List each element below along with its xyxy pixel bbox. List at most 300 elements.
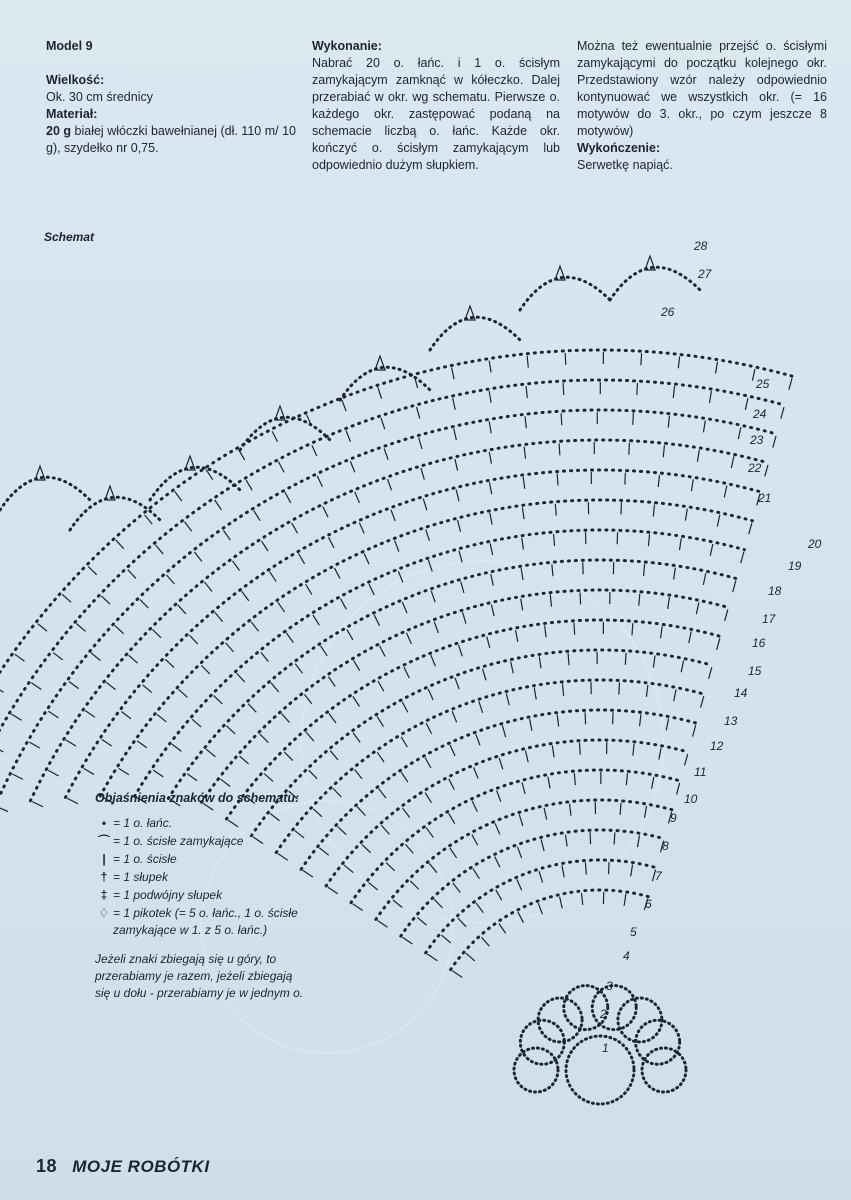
stitch-mark [709, 391, 711, 403]
stitch-mark [374, 615, 379, 626]
stitch-mark [666, 719, 668, 731]
stitch-mark [674, 568, 676, 580]
round-number-label: 11 [694, 765, 707, 779]
stitch-mark [678, 356, 679, 368]
stitch-mark [402, 937, 412, 944]
round-number-label: 25 [756, 377, 770, 391]
stitch-mark [205, 582, 213, 591]
stitch-mark [353, 733, 360, 743]
stitch-mark [353, 696, 360, 706]
stitch-mark [741, 552, 744, 564]
stitch-mark [644, 564, 645, 576]
stitch-mark [609, 862, 610, 874]
stitch-mark [524, 447, 525, 459]
stitch-mark [137, 741, 147, 748]
stitch-mark [453, 398, 456, 410]
stitch-mark [206, 470, 213, 480]
stitch-mark [458, 520, 461, 532]
stitch-mark [506, 693, 509, 705]
stitch-mark [717, 638, 720, 650]
stitch-mark [179, 689, 188, 697]
stitch-mark [223, 530, 230, 540]
stitch-mark [380, 646, 386, 657]
round-number-label: 22 [748, 461, 762, 475]
chain-round [451, 890, 649, 970]
stitch-mark [386, 863, 395, 871]
stitch-mark [516, 630, 518, 642]
stitch-mark [534, 688, 536, 700]
stitch-mark [489, 391, 491, 403]
stitch-mark [789, 378, 792, 390]
stitch-mark [379, 789, 386, 798]
stitch-mark [152, 629, 161, 637]
stitch-mark [640, 714, 641, 726]
stitch-mark [685, 509, 687, 521]
stitch-mark [248, 704, 256, 713]
stitch-mark [563, 383, 564, 395]
stitch-mark [328, 537, 333, 548]
stitch-mark [459, 645, 463, 656]
legend-text: = 1 o. łańc. [113, 816, 173, 830]
stitch-mark [637, 835, 639, 847]
stitch-mark [264, 774, 273, 782]
stitch-mark [29, 742, 39, 748]
stitch-mark [240, 756, 249, 764]
stitch-mark [333, 788, 341, 797]
chain-round [0, 350, 793, 822]
stitch-mark [752, 369, 755, 381]
stitch-mark [282, 714, 290, 723]
stitch-mark [369, 584, 374, 595]
legend-text: = 1 pikotek (= 5 o. łańc., 1 o. ścisłe zamykające w 1. z 5 o. łańc.) [113, 906, 298, 937]
petal-loop [642, 1048, 686, 1092]
stitch-mark [585, 712, 586, 724]
scallop-arch [0, 477, 90, 510]
stitch-mark [417, 407, 420, 419]
legend-text: = 1 o. ścisłe [113, 852, 177, 866]
stitch-mark [237, 673, 245, 682]
stitch-mark [496, 890, 502, 900]
stitch-mark [497, 790, 501, 801]
round-number-label: 18 [768, 584, 782, 598]
stitch-mark [398, 571, 402, 582]
material-text [46, 123, 296, 157]
stitch-mark [328, 887, 338, 894]
stitch-mark [519, 814, 523, 825]
stitch-mark [404, 667, 409, 678]
stitch-mark [745, 398, 748, 410]
chain-round [168, 560, 736, 798]
stitch-mark [455, 678, 459, 689]
stitch-mark [434, 622, 438, 633]
stitch-mark [215, 500, 222, 510]
stitch-mark [323, 507, 328, 518]
stitch-mark [189, 635, 197, 644]
stitch-mark [334, 568, 340, 579]
stitch-mark [344, 865, 353, 872]
stitch-mark [525, 416, 526, 428]
stitch-mark [38, 624, 47, 631]
legend-symbol: • [101, 816, 107, 830]
stitch-mark [585, 863, 586, 875]
stitch-mark [652, 777, 654, 789]
stitch-mark [476, 734, 480, 745]
stitch-mark [466, 953, 475, 961]
legend-symbol: ‡ [100, 888, 108, 902]
petal-loop [592, 986, 636, 1030]
size-heading: Wielkość: [46, 73, 105, 87]
stitch-mark [565, 835, 567, 847]
stitch-mark [226, 726, 235, 734]
chain-round [65, 470, 760, 797]
stitch-mark [624, 894, 626, 906]
round-number-label: 15 [748, 664, 762, 678]
legend-symbol: | [102, 852, 106, 866]
stitch-mark [246, 480, 252, 490]
stitch-mark [167, 575, 175, 584]
round-number-label: 19 [788, 559, 802, 573]
stitch-mark [12, 774, 23, 779]
stitch-mark [102, 739, 112, 746]
stitch-mark [530, 719, 532, 731]
stitch-mark [527, 356, 528, 368]
stitch-mark [313, 809, 322, 817]
stitch-mark [565, 353, 566, 365]
stitch-mark [426, 723, 431, 734]
stitch-mark [491, 574, 494, 586]
round-number-label: 23 [750, 433, 764, 447]
stitch-mark [215, 612, 223, 621]
stitch-mark [499, 924, 506, 934]
round-number-label: 5 [630, 925, 637, 939]
legend-title: Objaśnienia znaków do schematu: [95, 791, 300, 805]
round-number-label: 4 [623, 949, 630, 963]
stitch-mark [614, 832, 615, 844]
stitch-mark [387, 479, 391, 490]
stitch-mark [221, 779, 231, 786]
round-number-label: 7 [655, 869, 662, 883]
center-ring [566, 1036, 634, 1104]
stitch-mark [580, 592, 581, 604]
stitch-mark [483, 669, 486, 681]
stitch-mark [522, 538, 524, 550]
instructions-heading: Wykonanie: [312, 39, 382, 53]
round-number-label: 13 [724, 714, 738, 728]
stitch-mark [401, 737, 407, 747]
stitch-mark [731, 456, 734, 468]
stitch-mark [517, 879, 522, 890]
stitch-mark [278, 462, 284, 473]
magazine-name: MOJE ROBÓTKI [72, 1157, 210, 1176]
round-number-label: 6 [645, 897, 652, 911]
legend-note: Jeżeli znaki zbiegają się u góry, to przerabiamy je razem, jeżeli zbiegają się u dołu - przerabiamy je w jednym o. [95, 952, 304, 1000]
stitch-mark [262, 541, 268, 551]
stitch-mark [364, 553, 369, 564]
stitch-mark [368, 882, 377, 890]
stitch-mark [773, 436, 776, 448]
stitch-mark [545, 625, 546, 637]
chain-round [100, 500, 752, 796]
stitch-mark [491, 605, 494, 617]
stitch-mark [490, 513, 492, 525]
stitch-mark [270, 572, 277, 582]
stitch-mark [342, 400, 346, 411]
stitch-mark [526, 386, 527, 398]
stitch-mark [523, 477, 525, 489]
stitch-mark [145, 515, 153, 524]
stitch-mark [685, 754, 688, 766]
schema-label: Schemat [44, 230, 95, 244]
stitch-mark [354, 770, 362, 779]
stitch-mark [401, 772, 408, 782]
continuation-text: Można też ewentualnie przejść o. ścisłymi zamykającymi do początku kolejnego okr. Przedstawiony wzór należy odpowiednio kontynuować we wszystkich okr. (= 16 motywów do 3. okr., po czym jeszcze 8 motywów) [577, 39, 827, 138]
stitch-mark [539, 656, 541, 668]
stitch-mark [689, 631, 691, 643]
stitch-mark [724, 486, 727, 498]
stitch-mark [286, 633, 293, 643]
stitch-mark [429, 863, 437, 872]
stitch-mark [559, 443, 560, 455]
stitch-mark [499, 758, 503, 769]
stitch-mark [91, 653, 100, 661]
stitch-mark [456, 490, 459, 502]
stitch-mark [328, 677, 335, 687]
legend-symbol: ⌒ [97, 834, 110, 848]
stitch-mark [272, 431, 277, 442]
stitch-mark [580, 743, 581, 755]
stitch-mark [619, 682, 620, 694]
chain-round [401, 830, 664, 936]
stitch-mark [550, 595, 551, 607]
legend-symbol: ♢ [98, 906, 110, 920]
stitch-mark [452, 367, 454, 379]
stitch-mark [0, 807, 8, 812]
stitch-mark [425, 758, 431, 768]
stitch-mark [487, 637, 490, 649]
stitch-mark [450, 745, 455, 756]
stitch-mark [452, 711, 457, 722]
stitch-mark [703, 573, 705, 585]
petal-loop [514, 1048, 558, 1092]
stitch-mark [661, 626, 663, 638]
stitch-mark [69, 681, 79, 688]
stitch-mark [450, 848, 457, 858]
stitch-mark [362, 844, 371, 852]
stitch-mark [425, 793, 431, 803]
stitch-mark [317, 476, 322, 487]
stitch-mark [590, 832, 591, 844]
round-number-label: 1 [602, 1041, 609, 1055]
stitch-mark [581, 893, 582, 905]
stitch-mark [309, 770, 317, 779]
stitch-mark [449, 779, 455, 790]
instructions-text: Nabrać 20 o. łańc. i 1 o. ścisłym zamykającym zamknąć w kółeczko. Dalej przerabiać w okr. wg schematu. Pierwsze o. każdego okr. zastępować podaną na schemacie liczbą o. łańc. Każde okr. kończyć o. ścisłym zamykającym lub odpowiednio dużym słupkiem. [312, 56, 560, 172]
round-number-label: 27 [698, 267, 712, 281]
stitch-mark [431, 591, 435, 602]
scallop-arch [150, 467, 240, 500]
stitch-mark [495, 857, 500, 868]
stitch-mark [658, 475, 659, 487]
stitch-mark [106, 682, 115, 689]
stitch-mark [548, 777, 550, 789]
stitch-mark [206, 749, 215, 757]
stitch-mark [407, 633, 412, 644]
stitch-mark [378, 387, 382, 398]
size-text: Ok. 30 cm średnicy [46, 90, 153, 104]
stitch-mark [489, 361, 491, 373]
stitch-mark [395, 540, 399, 551]
stitch-mark [644, 806, 646, 818]
stitch-mark [172, 744, 182, 751]
stitch-mark [461, 581, 464, 593]
stitch-mark [555, 504, 556, 516]
stitch-mark [681, 660, 683, 672]
legend-item [95, 887, 310, 904]
stitch-mark [285, 492, 291, 503]
stitch-mark [562, 866, 564, 878]
stitch-mark [663, 445, 664, 457]
stitch-mark [502, 726, 505, 738]
stitch-mark [489, 452, 491, 464]
stitch-mark [417, 917, 426, 925]
chain-round [135, 530, 745, 796]
stitch-mark [115, 626, 124, 634]
stitch-mark [749, 523, 752, 535]
stitch-mark [639, 594, 640, 606]
stitch-mark [561, 413, 562, 425]
stitch-mark [381, 418, 385, 429]
stitch-mark [455, 459, 458, 471]
stitch-mark [66, 740, 76, 746]
stitch-mark [459, 551, 462, 563]
stitch-mark [402, 702, 408, 713]
stitch-mark [88, 566, 97, 574]
stitch-mark [62, 594, 71, 602]
stitch-mark [427, 954, 437, 961]
scallop-arch [520, 277, 610, 310]
stitch-mark [431, 655, 436, 666]
stitch-mark [214, 696, 223, 704]
stitch-mark [232, 561, 239, 571]
finish-heading: Wykończenie: [577, 141, 661, 155]
stitch-mark [452, 971, 462, 978]
stitch-mark [659, 748, 661, 760]
stitch-mark [521, 599, 523, 611]
stitch-mark [187, 774, 197, 781]
instructions-column [312, 38, 560, 174]
stitch-mark [405, 844, 413, 853]
stitch-mark [271, 683, 279, 692]
stitch-mark [474, 767, 479, 778]
stitch-mark [129, 655, 138, 663]
stitch-mark [511, 662, 514, 674]
stitch-mark [703, 420, 705, 432]
stitch-mark [353, 904, 363, 911]
stitch-mark [15, 654, 25, 661]
page-number: 18 [36, 1156, 58, 1176]
stitch-mark [121, 712, 131, 719]
chain-round [276, 680, 707, 853]
stitch-mark [140, 600, 148, 609]
stitch-mark [522, 507, 524, 519]
legend-item [95, 815, 310, 832]
stitch-mark [338, 827, 347, 835]
stitch-mark [175, 491, 182, 501]
legend-text: = 1 o. ścisłe zamykające [113, 834, 244, 848]
stitch-mark [377, 752, 384, 762]
continuation-column [577, 38, 827, 174]
stitch-mark [304, 694, 311, 703]
stitch-mark [278, 602, 285, 612]
stitch-mark [673, 386, 674, 398]
stitch-mark [679, 538, 681, 550]
stitch-mark [428, 689, 433, 700]
stitch-mark [489, 421, 491, 433]
round-number-label: 2 [600, 1007, 607, 1021]
stitch-mark [254, 510, 260, 520]
legend-item [95, 905, 310, 939]
stitch-mark [0, 686, 4, 692]
stitch-mark [781, 407, 784, 419]
stitch-mark [552, 564, 553, 576]
stitch-mark [251, 622, 258, 631]
stitch-mark [423, 499, 427, 510]
stitch-mark [359, 523, 364, 534]
stitch-mark [481, 937, 489, 946]
stitch-mark [668, 597, 670, 609]
stitch-mark [381, 825, 389, 834]
stitch-mark [646, 685, 647, 697]
chain-round [301, 710, 696, 869]
stitch-mark [557, 474, 558, 486]
stitch-mark [674, 690, 676, 702]
stitch-mark [454, 428, 457, 440]
stitch-mark [574, 623, 575, 635]
stitch-mark [306, 584, 312, 594]
stitch-mark [693, 725, 696, 737]
round-number-label: 26 [661, 305, 675, 319]
stitch-mark [346, 431, 350, 442]
stitch-mark [552, 745, 554, 757]
legend [95, 790, 310, 1014]
stitch-mark [560, 897, 563, 909]
stitch-mark [476, 903, 483, 913]
stitch-mark [574, 773, 575, 785]
stitch-mark [472, 801, 477, 812]
finish-text: Serwetkę napiąć. [577, 158, 673, 172]
stitch-mark [299, 554, 305, 564]
round-number-label: 10 [684, 792, 698, 806]
stitch-mark [32, 802, 43, 807]
stitch-mark [633, 413, 634, 425]
stitch-mark [378, 921, 388, 928]
round-number-label: 28 [694, 239, 708, 253]
stitch-mark [570, 804, 571, 816]
stitch-mark [539, 871, 543, 882]
legend-text: = 1 podwójny słupek [113, 888, 223, 902]
scallop-arch [430, 317, 520, 350]
stitch-mark [143, 685, 152, 693]
stitch-mark [85, 710, 95, 717]
stitch-mark [733, 581, 736, 593]
stitch-mark [354, 660, 360, 670]
stitch-mark [629, 443, 630, 455]
stitch-mark [76, 624, 85, 632]
stitch-mark [119, 768, 129, 774]
stitch-mark [631, 865, 633, 877]
stitch-mark [453, 883, 460, 892]
chain-round [351, 770, 680, 903]
